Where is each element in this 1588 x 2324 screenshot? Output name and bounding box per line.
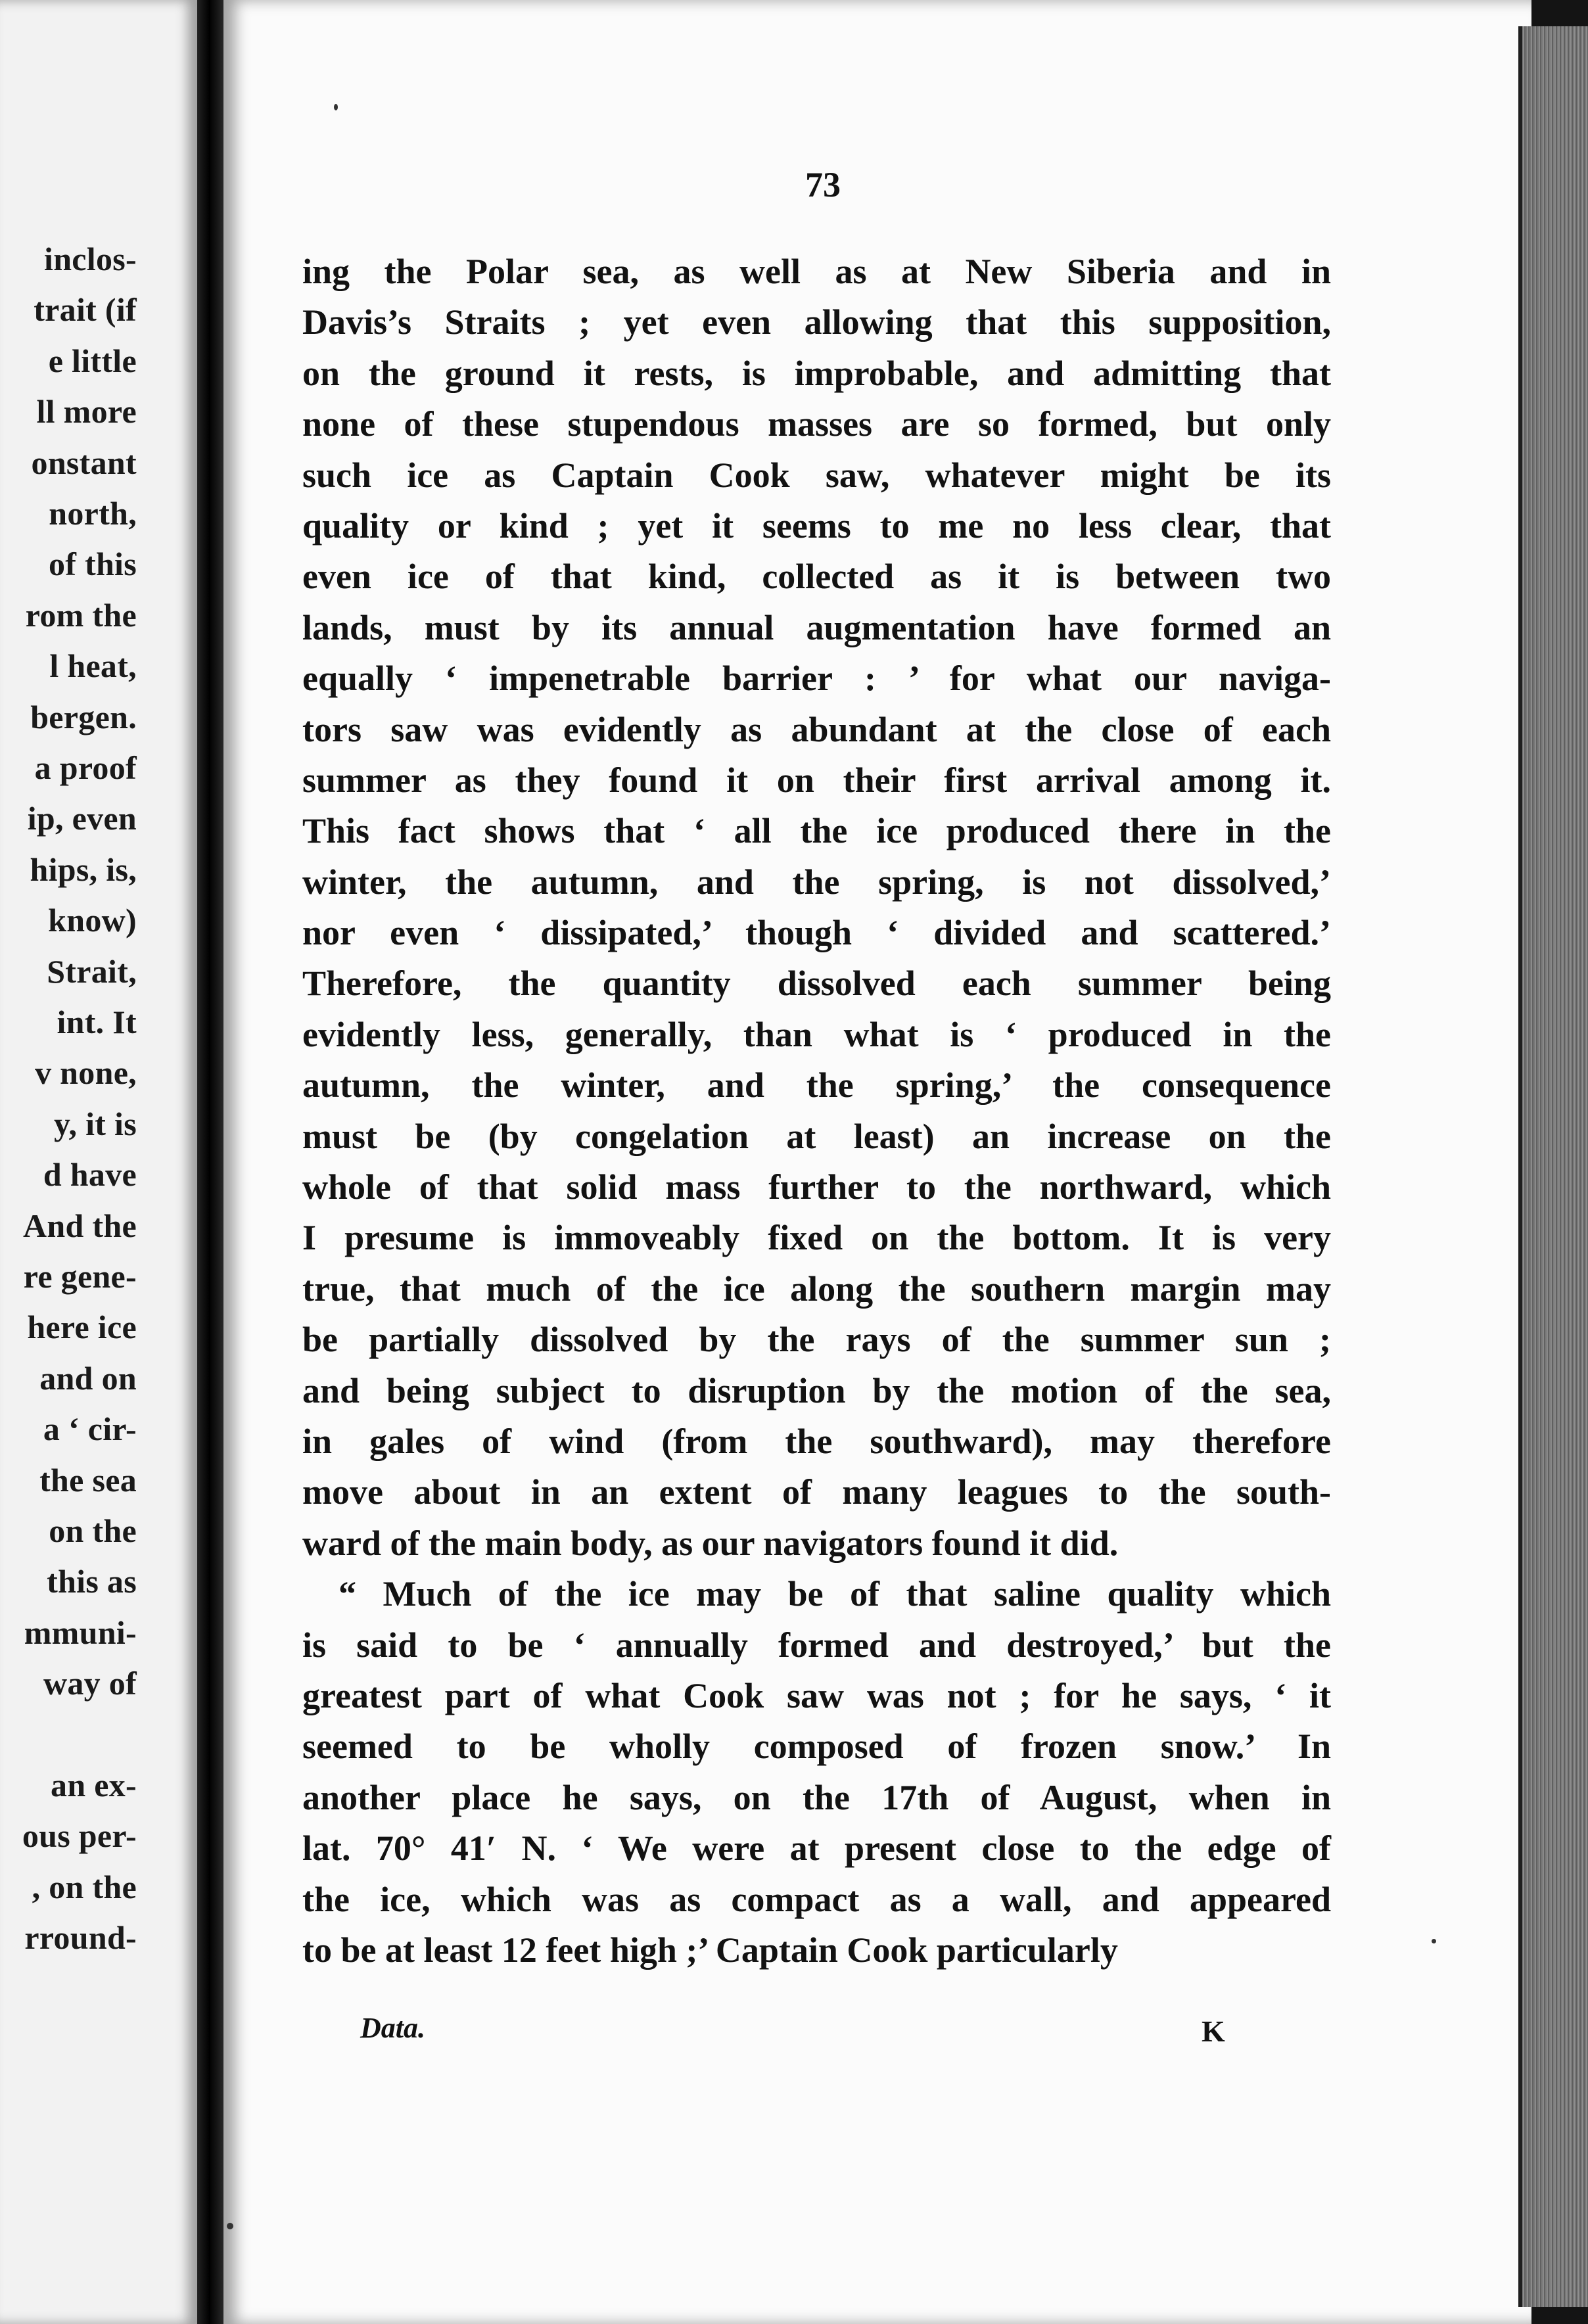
text-line: another place he says, on the 17th of August, when in (302, 1777, 1331, 1817)
text-line: to be at least 12 feet high ;’ Captain Cook particularly (302, 1930, 1118, 1970)
ink-speck (1432, 1939, 1436, 1943)
left-page-line: here ice (27, 1309, 137, 1346)
text-line: greatest part of what Cook saw was not ; for he says, ‘ it (302, 1675, 1331, 1715)
left-page-line: bergen. (30, 698, 137, 735)
left-page-line: hips, is, (30, 850, 137, 888)
left-page-line: know) (48, 902, 137, 939)
left-page-line: re gene- (23, 1258, 137, 1295)
left-page-line: d have (43, 1156, 137, 1194)
text-line: equally ‘ impenetrable barrier : ’ for what our naviga- (302, 659, 1331, 699)
text-line: the ice, which was as compact as a wall, and appeared (302, 1879, 1331, 1919)
left-page-line: v none, (35, 1054, 137, 1092)
text-line: must be (by congelation at least) an increase on the (302, 1116, 1331, 1156)
text-line: Davis’s Straits ; yet even allowing that this supposition, (302, 302, 1331, 342)
page-number: 73 (805, 165, 841, 204)
left-page-line: mmuni- (24, 1614, 137, 1651)
left-page-line: a ‘ cir- (43, 1410, 137, 1448)
text-line: This fact shows that ‘ all the ice produced there in the (302, 811, 1331, 851)
text-line: ward of the main body, as our navigators found it did. (302, 1523, 1119, 1563)
text-line: ing the Polar sea, as well as at New Siberia and in (302, 252, 1331, 291)
left-page-line: e little (48, 342, 137, 379)
left-page-line: rom the (25, 596, 137, 634)
text-line: whole of that solid mass further to the northward, which (302, 1167, 1331, 1207)
text-line: winter, the autumn, and the spring, is not dissolved,’ (302, 862, 1331, 902)
left-page-line: an ex- (51, 1767, 137, 1803)
left-page-line: Strait, (47, 952, 137, 990)
left-page-line: north, (49, 495, 137, 532)
left-page-line: onstant (31, 444, 137, 481)
text-line: autumn, the winter, and the spring,’ the consequence (302, 1065, 1331, 1105)
text-line: such ice as Captain Cook saw, whatever might be its (302, 455, 1331, 495)
gathering-mark: K (1202, 2014, 1225, 2048)
text-line: seemed to be wholly composed of frozen snow.’ In (302, 1727, 1331, 1767)
text-line: move about in an extent of many leagues to the south- (302, 1472, 1331, 1512)
signature-mark: Data. (360, 2012, 425, 2044)
left-page-line: l heat, (49, 647, 137, 685)
left-page-line: the sea (39, 1461, 137, 1499)
book-fore-edge (1518, 26, 1588, 2307)
left-page-line: , on the (32, 1868, 137, 1905)
left-page-line: ip, even (27, 800, 137, 837)
text-line: lands, must by its annual augmentation have formed an (302, 607, 1331, 647)
left-page-line: And the (23, 1207, 137, 1244)
text-line: I presume is immoveably fixed on the bottom. It is very (302, 1218, 1331, 1258)
left-page-line: rround- (24, 1919, 137, 1957)
text-line: nor even ‘ dissipated,’ though ‘ divided and scattered.’ (302, 913, 1331, 953)
left-page-line: way of (43, 1665, 137, 1702)
left-page-line: trait (if (34, 291, 137, 329)
body-text (302, 246, 1331, 1976)
text-line: true, that much of the ice along the southern margin may (302, 1268, 1331, 1309)
text-line: lat. 70° 41′ N. ‘ We were at present close to the edge of (302, 1828, 1331, 1869)
text-line: on the ground it rests, is improbable, and admitting that (302, 353, 1331, 393)
text-line: quality or kind ; yet it seems to me no less clear, that (302, 505, 1331, 546)
text-line: summer as they found it on their first arrival among it. (302, 760, 1331, 800)
text-line: none of these stupendous masses are so formed, but only (302, 404, 1331, 444)
left-page-line: on the (49, 1512, 137, 1549)
left-page-line: ous per- (22, 1817, 137, 1855)
text-line: even ice of that kind, collected as it is between two (302, 557, 1331, 597)
left-page-line: of this (48, 546, 137, 583)
text-line: and being subject to disruption by the motion of the sea, (302, 1370, 1331, 1410)
ink-speck (227, 2223, 233, 2229)
ink-speck (334, 104, 338, 110)
left-page-line: a proof (34, 749, 137, 786)
left-page-line: ll more (36, 393, 137, 430)
left-page-line: inclos- (44, 241, 137, 277)
text-line: is said to be ‘ annually formed and destroyed,’ but the (302, 1625, 1331, 1665)
left-page-line: y, it is (53, 1105, 137, 1142)
previous-page-edge (0, 0, 197, 2324)
text-line: evidently less, generally, than what is ‘ produced in the (302, 1014, 1331, 1054)
left-page-line: and on (39, 1359, 137, 1397)
left-page-line: int. It (57, 1004, 137, 1040)
text-line: “ Much of the ice may be of that saline quality which (339, 1574, 1331, 1614)
text-line: be partially dissolved by the rays of the summer sun ; (302, 1320, 1331, 1360)
left-page-line: this as (47, 1563, 137, 1600)
text-line: in gales of wind (from the southward), may therefore (302, 1421, 1331, 1461)
text-line: tors saw was evidently as abundant at the close of each (302, 709, 1331, 749)
text-line: Therefore, the quantity dissolved each summer being (302, 964, 1331, 1004)
